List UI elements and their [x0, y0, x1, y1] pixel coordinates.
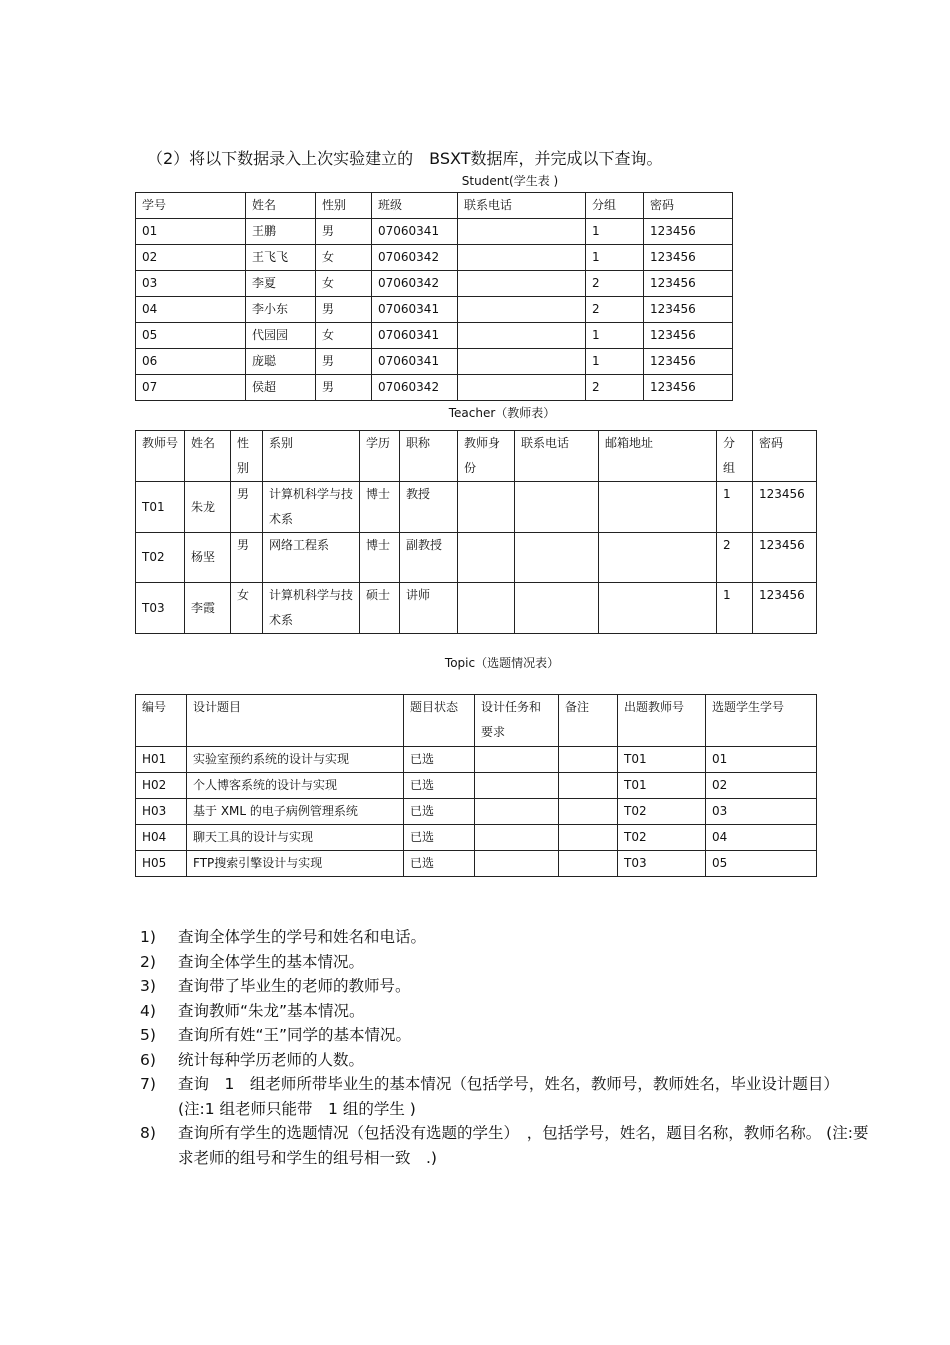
table-cell: 06	[136, 349, 246, 375]
table-cell: 侯超	[246, 375, 316, 401]
question-text: 查询教师“朱龙”基本情况。	[178, 1001, 365, 1020]
table-cell: 01	[136, 219, 246, 245]
question-number: 7)	[140, 1075, 156, 1093]
table-cell: 2	[586, 271, 644, 297]
question-number: 2)	[140, 952, 156, 971]
table-row	[136, 482, 817, 533]
table-row	[136, 583, 817, 634]
table-row	[136, 375, 733, 401]
table-cell: 123456	[644, 245, 733, 271]
question-item	[140, 974, 870, 999]
table-cell: 2	[717, 533, 753, 583]
teacher-table-caption: Teacher（教师表）	[448, 406, 556, 420]
table-cell: 07060341	[372, 297, 458, 323]
column-header: 分组	[586, 193, 644, 219]
table-cell: 男	[231, 482, 263, 533]
table-cell: 已选	[404, 773, 475, 799]
table-row	[136, 323, 733, 349]
table-cell	[599, 533, 717, 583]
table-cell: 123456	[644, 219, 733, 245]
column-header: 联系电话	[515, 431, 599, 482]
question-number: 4)	[140, 1001, 156, 1020]
table-cell: 01	[706, 747, 817, 773]
table-cell: 123456	[644, 271, 733, 297]
table-cell: 女	[231, 583, 263, 634]
column-header: 分组	[717, 431, 753, 482]
table-cell: 李霞	[185, 583, 231, 634]
table-cell: 博士	[360, 482, 400, 533]
table-cell: 讲师	[400, 583, 458, 634]
table-row	[136, 851, 817, 877]
table-cell: 05	[706, 851, 817, 877]
table-cell: 1	[717, 482, 753, 533]
table-cell: T02	[136, 533, 185, 583]
question-item	[140, 925, 870, 950]
table-cell	[475, 773, 559, 799]
question-text: 查询 1 组老师所带毕业生的基本情况（包括学号，姓名，教师号，教师姓名，毕业设计题目） (注:1 组老师只能带 1 组的学生 )	[178, 1075, 847, 1118]
table-cell: 王飞飞	[246, 245, 316, 271]
table-row	[136, 271, 733, 297]
table-cell: 博士	[360, 533, 400, 583]
table-cell: T01	[618, 747, 706, 773]
table-cell: 07060341	[372, 219, 458, 245]
table-cell: H01	[136, 747, 187, 773]
table-cell: 代园园	[246, 323, 316, 349]
table-cell	[599, 583, 717, 634]
question-number: 1)	[140, 928, 156, 946]
page-heading: （2）将以下数据录入上次实验建立的 BSXT数据库，并完成以下查询。	[147, 149, 663, 168]
column-header: 职称	[400, 431, 458, 482]
column-header: 性别	[231, 431, 263, 482]
column-header: 出题教师号	[618, 695, 706, 747]
teacher-table	[135, 430, 817, 634]
question-text: 查询带了毕业生的老师的教师号。	[178, 977, 411, 995]
table-cell	[559, 747, 618, 773]
table-cell	[559, 773, 618, 799]
table-cell: 07060342	[372, 271, 458, 297]
table-cell: T01	[618, 773, 706, 799]
table-cell: T02	[618, 825, 706, 851]
table-cell: 男	[316, 375, 372, 401]
table-cell	[515, 583, 599, 634]
question-item	[140, 1023, 870, 1048]
table-cell: 123456	[753, 482, 817, 533]
column-header: 学号	[136, 193, 246, 219]
table-cell	[559, 799, 618, 825]
table-row	[136, 297, 733, 323]
table-cell: H04	[136, 825, 187, 851]
table-cell: 03	[706, 799, 817, 825]
table-cell	[515, 533, 599, 583]
student-table	[135, 192, 733, 401]
table-cell: 07060341	[372, 349, 458, 375]
table-cell	[458, 375, 586, 401]
question-item	[140, 999, 870, 1024]
table-cell: 123456	[644, 349, 733, 375]
column-header: 设计任务和要求	[475, 695, 559, 747]
table-cell: T03	[618, 851, 706, 877]
table-cell: T01	[136, 482, 185, 533]
table-cell: 123456	[644, 297, 733, 323]
table-cell: 1	[586, 349, 644, 375]
table-cell: 实验室预约系统的设计与实现	[187, 747, 404, 773]
question-text: 查询所有学生的选题情况（包括没有选题的学生） ，包括学号，姓名，题目名称，教师名称。 (注:要求老师的组号和学生的组号相一致 .)	[178, 1124, 869, 1167]
table-cell: 教授	[400, 482, 458, 533]
column-header: 邮箱地址	[599, 431, 717, 482]
table-cell	[475, 747, 559, 773]
table-row	[136, 799, 817, 825]
table-cell: 聊天工具的设计与实现	[187, 825, 404, 851]
table-cell: 07060342	[372, 245, 458, 271]
student-header-row	[136, 193, 733, 219]
table-cell: 02	[136, 245, 246, 271]
table-cell: 2	[586, 297, 644, 323]
column-header: 设计题目	[187, 695, 404, 747]
table-cell	[458, 219, 586, 245]
table-cell	[458, 297, 586, 323]
question-number: 8)	[140, 1124, 156, 1142]
table-cell: 1	[586, 219, 644, 245]
table-cell: 123456	[753, 583, 817, 634]
column-header: 编号	[136, 695, 187, 747]
table-cell: T03	[136, 583, 185, 634]
column-header: 选题学生学号	[706, 695, 817, 747]
table-cell: 1	[586, 323, 644, 349]
column-header: 密码	[644, 193, 733, 219]
table-cell: 女	[316, 323, 372, 349]
question-item	[140, 1048, 870, 1073]
question-number: 3)	[140, 977, 156, 995]
table-cell: 李夏	[246, 271, 316, 297]
table-cell	[458, 583, 515, 634]
table-cell	[475, 851, 559, 877]
column-header: 姓名	[246, 193, 316, 219]
table-cell: 计算机科学与技术系	[263, 583, 360, 634]
table-row	[136, 533, 817, 583]
topic-table-caption: Topic（选题情况表）	[444, 656, 560, 670]
table-cell: 女	[316, 271, 372, 297]
table-cell: 男	[316, 219, 372, 245]
table-cell: 05	[136, 323, 246, 349]
question-number: 6)	[140, 1050, 156, 1069]
table-row	[136, 245, 733, 271]
student-table-caption: Student(学生表 )	[461, 174, 559, 188]
question-item	[140, 1072, 870, 1121]
table-cell	[599, 482, 717, 533]
table-cell: 123456	[644, 323, 733, 349]
column-header: 教师号	[136, 431, 185, 482]
table-row	[136, 747, 817, 773]
table-cell	[559, 825, 618, 851]
table-row	[136, 349, 733, 375]
column-header: 密码	[753, 431, 817, 482]
column-header: 联系电话	[458, 193, 586, 219]
table-cell: 123456	[644, 375, 733, 401]
column-header: 题目状态	[404, 695, 475, 747]
topic-header-row	[136, 695, 817, 747]
table-cell: 计算机科学与技术系	[263, 482, 360, 533]
question-text: 查询所有姓“王”同学的基本情况。	[178, 1026, 412, 1044]
table-cell: 李小东	[246, 297, 316, 323]
table-cell: 2	[586, 375, 644, 401]
table-cell: 男	[231, 533, 263, 583]
table-cell: 杨坚	[185, 533, 231, 583]
table-cell: T02	[618, 799, 706, 825]
table-row	[136, 773, 817, 799]
table-cell: 基于 XML 的电子病例管理系统	[187, 799, 404, 825]
column-header: 备注	[559, 695, 618, 747]
question-list	[140, 925, 870, 1170]
table-cell: 网络工程系	[263, 533, 360, 583]
teacher-header-row	[136, 431, 817, 482]
question-item	[140, 950, 870, 975]
table-cell: 朱龙	[185, 482, 231, 533]
table-cell: H02	[136, 773, 187, 799]
table-cell: 04	[136, 297, 246, 323]
column-header: 系别	[263, 431, 360, 482]
table-cell: 04	[706, 825, 817, 851]
table-cell: 02	[706, 773, 817, 799]
table-cell	[458, 323, 586, 349]
table-cell: 已选	[404, 825, 475, 851]
table-row	[136, 825, 817, 851]
question-number: 5)	[140, 1026, 156, 1044]
table-cell: 已选	[404, 747, 475, 773]
table-cell: 1	[717, 583, 753, 634]
question-item	[140, 1121, 870, 1170]
question-text: 查询全体学生的学号和姓名和电话。	[178, 928, 427, 946]
table-cell: 女	[316, 245, 372, 271]
table-row	[136, 219, 733, 245]
table-cell: 1	[586, 245, 644, 271]
table-cell	[458, 245, 586, 271]
table-cell	[515, 482, 599, 533]
table-cell: 123456	[753, 533, 817, 583]
table-cell: 已选	[404, 799, 475, 825]
table-cell	[458, 271, 586, 297]
table-cell: 王鹏	[246, 219, 316, 245]
table-cell: H03	[136, 799, 187, 825]
question-text: 查询全体学生的基本情况。	[178, 952, 365, 971]
table-cell: 男	[316, 297, 372, 323]
column-header: 学历	[360, 431, 400, 482]
table-cell: 已选	[404, 851, 475, 877]
table-cell	[458, 482, 515, 533]
topic-table	[135, 694, 817, 877]
question-text: 统计每种学历老师的人数。	[178, 1050, 365, 1069]
table-cell	[475, 799, 559, 825]
table-cell	[458, 349, 586, 375]
column-header: 性别	[316, 193, 372, 219]
table-cell: FTP搜索引擎设计与实现	[187, 851, 404, 877]
table-cell	[559, 851, 618, 877]
table-cell	[458, 533, 515, 583]
table-cell: H05	[136, 851, 187, 877]
table-cell: 男	[316, 349, 372, 375]
table-cell: 庞聪	[246, 349, 316, 375]
table-cell: 07060342	[372, 375, 458, 401]
table-cell: 个人博客系统的设计与实现	[187, 773, 404, 799]
table-cell: 07060341	[372, 323, 458, 349]
table-cell: 副教授	[400, 533, 458, 583]
column-header: 教师身份	[458, 431, 515, 482]
table-cell: 07	[136, 375, 246, 401]
column-header: 姓名	[185, 431, 231, 482]
column-header: 班级	[372, 193, 458, 219]
table-cell: 硕士	[360, 583, 400, 634]
table-cell	[475, 825, 559, 851]
table-cell: 03	[136, 271, 246, 297]
